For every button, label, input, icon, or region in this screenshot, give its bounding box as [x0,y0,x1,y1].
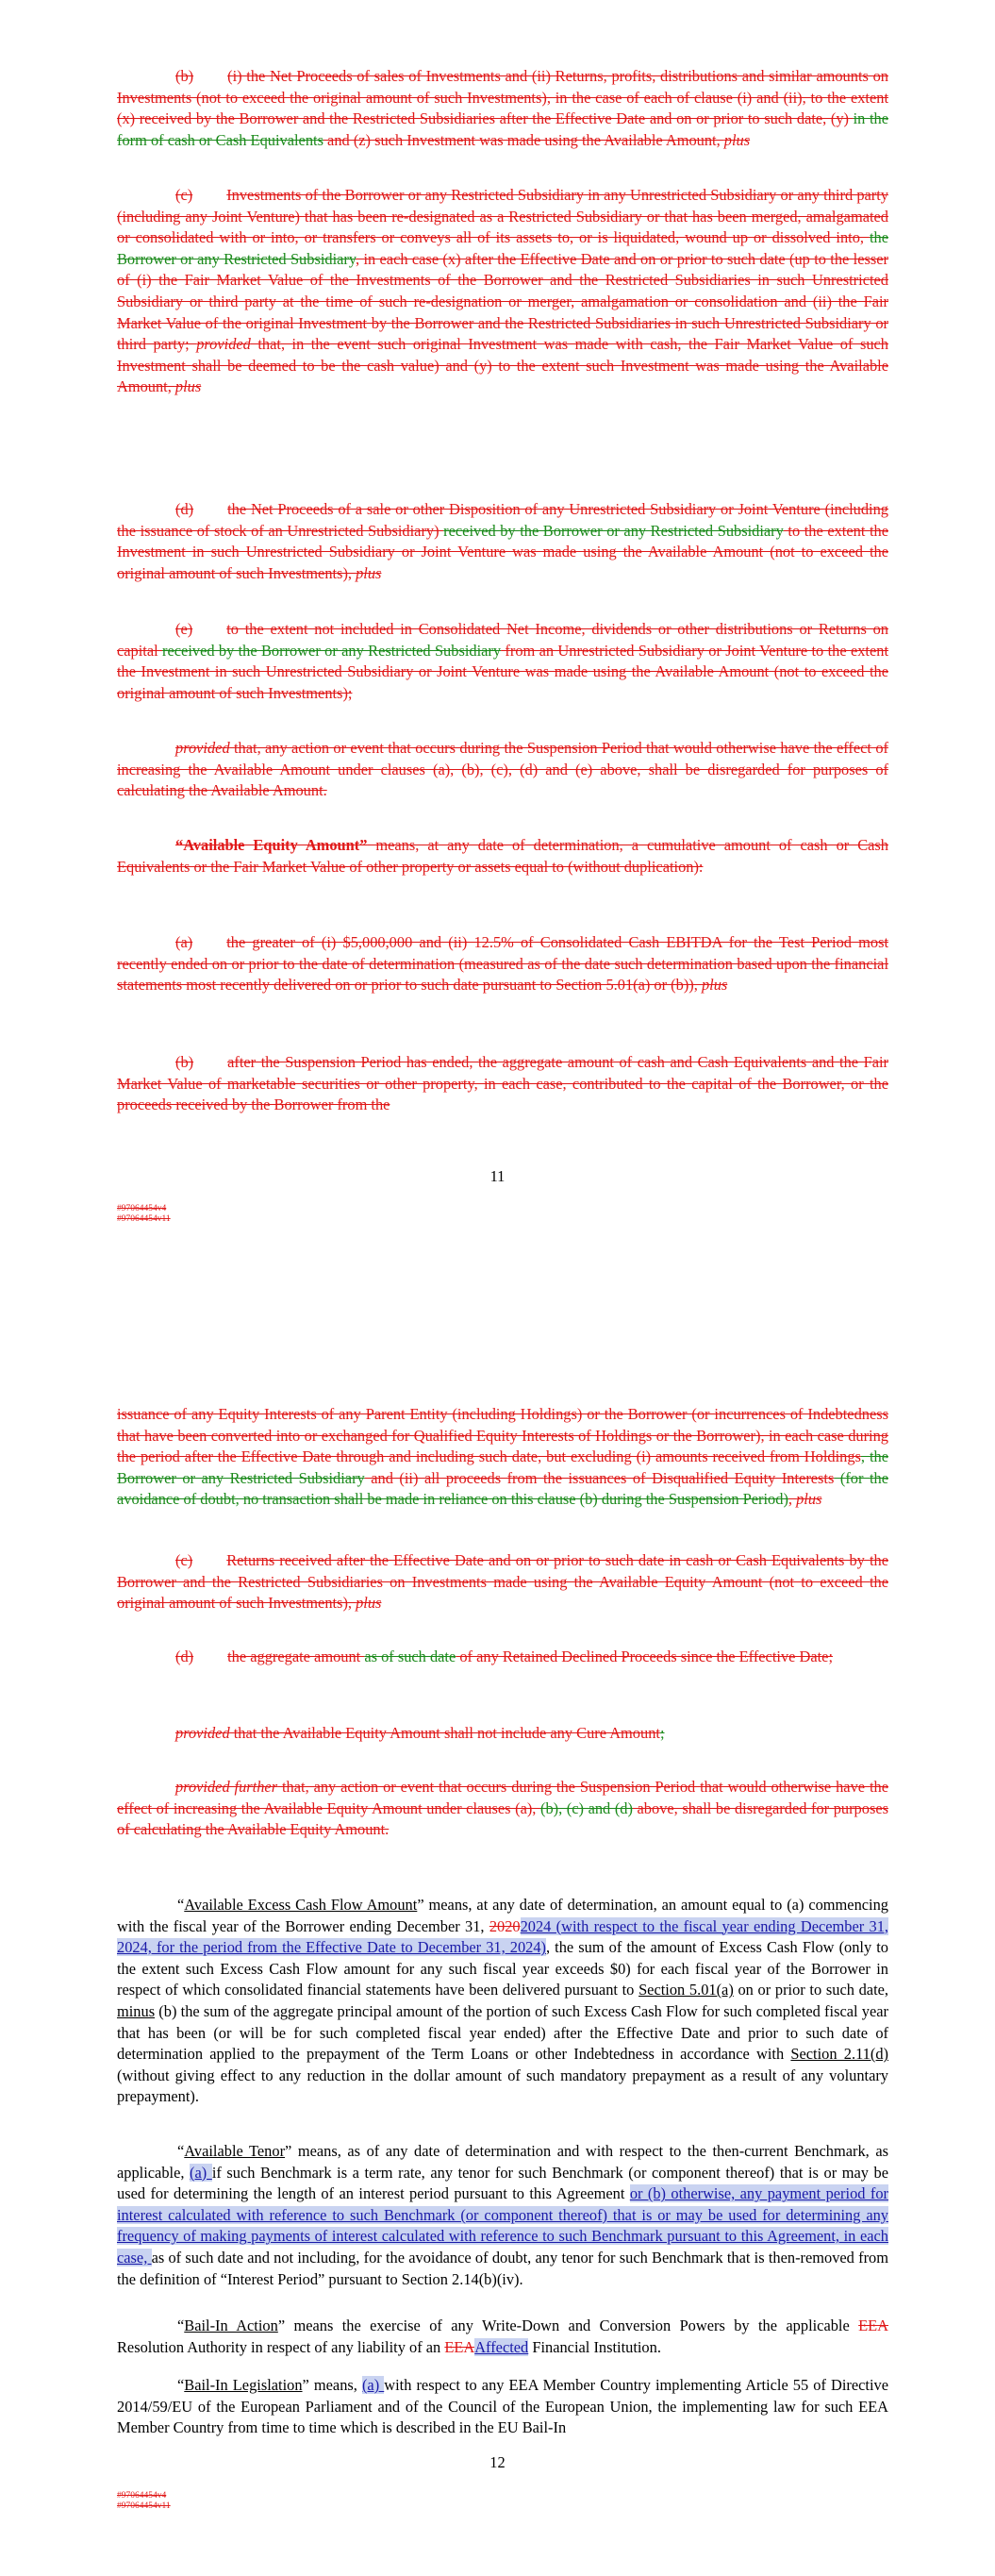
clause-e-paragraph: (e) to the extent not included in Consolidated Net Income, dividends or other distributions or Returns on capital received by the Borrower or any Restricted Subsidiary from an Unrestricted Subsidiary or Joint Venture to the extent the Investment in such Unrestricted Subsidiary or Joint Venture was made using the Available Amount (not to exceed the original amount of such Investments); [117,620,888,702]
clause-label: (d) [175,500,194,518]
page-number: 12 [489,2453,506,2471]
defined-term: “Available Equity Amount” [175,836,368,854]
page-11 [0,0,995,1246]
continuation-paragraph: issuance of any Equity Interests of any Parent Entity (including Holdings) or the Borrower (or incurrences of Indebtedness that have been converted into or exchanged for Qualified Equity Interests of Holdings or the Borrower), in each case during the period after the Effective Date through and including such date, but excluding (i) amounts received from Holdings, the Borrower or any Restricted Subsidiary and (ii) all proceeds from the issuances of Disqualified Equity Interests (for the avoidance of doubt, no transaction shall be made in reliance on this clause (b) during the Suspension Period), plus [117,1405,888,1509]
document-footer: #97064454v4 #97064454v11 [117,1204,171,1224]
clause-label: (b) [175,67,194,85]
clause-label: (a) [175,933,193,951]
aea-proviso-1: provided that the Available Equity Amount shall not include any Cure Amount; [175,1724,665,1742]
page-12 [0,1406,995,2576]
defined-term: Available Excess Cash Flow Amount [184,1896,418,1914]
available-tenor-definition: “Available Tenor” means, as of any date of determination and with respect to the then-current Benchmark, as applicable, (a) if such Benchmark is a term rate, any tenor for such Benchmark (or component thereof) that is or may be used for determining the length of an interest period pursuant to this Agreement or (b) otherwise, any payment period for interest calculated with reference to such Benchmark (or component thereof) that is or may be used for determining any frequency of making payments of interest calculated with reference to such Benchmark pursuant to this Agreement, in each case, as of such date and not including, for the avoidance of doubt, any tenor for such Benchmark that is then-removed from the definition of “Interest Period” pursuant to Section 2.14(b)(iv). [117,2142,888,2288]
aea-clause-a-paragraph: (a) the greater of (i) $5,000,000 and (ii) 12.5% of Consolidated Cash EBITDA for the Test Period most recently ended on or prior to the date of determination (measured as of the date such determination based upon the financial statements most recently delivered on or prior to such date pursuant to Section 5.01(a) or (b)), plus [117,933,888,995]
clause-label: (b) [175,1053,194,1071]
aea-clause-d-paragraph: (d) the aggregate amount as of such date of any Retained Declined Proceeds since the Effective Date; [175,1648,834,1665]
proviso-paragraph: provided that, any action or event that occurs during the Suspension Period that would otherwise have the effect of increasing the Available Amount under clauses (a), (b), (c), (d) and (e) above, shall be disregarded for purposes of calculating the Available Amount. [117,739,888,800]
clause-c-paragraph: (c) Investments of the Borrower or any Restricted Subsidiary in any Unrestricted Subsidiary or any third party (including any Joint Venture) that has been re-designated as a Restricted Subsidiary or that has been merged, amalgamated or consolidated with or into, or transfers or conveys all of its assets to, or is liquidated, wound up or dissolved into, the Borrower or any Restricted Subsidiary, in each case (x) after the Effective Date and on or prior to such date (up to the lesser of (i) the Fair Market Value of the Investments of the Borrower and the Restricted Subsidiaries in such Unrestricted Subsidiary or third party at the time of such re-designation or merger, amalgamation or consolidation and (ii) the Fair Market Value of the original Investment by the Borrower and the Restricted Subsidiaries in such Unrestricted Subsidiary or third party; provided that, in the event such original Investment was made with cash, the Fair Market Value of such Investment shall be deemed to be the cash value) and (y) to the extent such Investment was made using the Available Amount, plus [117,186,889,396]
bail-in-action-definition: “Bail-In Action” means the exercise of any Write-Down and Conversion Powers by the applicable EEA Resolution Authority in respect of any liability of an EEAAffected Financial Institution. [117,2317,889,2356]
clause-d-paragraph: (d) the Net Proceeds of a sale or other Disposition of any Unrestricted Subsidiary or Joint Venture (including the issuance of stock of an Unrestricted Subsidiary) received by the Borrower or any Restricted Subsidiary to the extent the Investment in such Unrestricted Subsidiary or Joint Venture was made using the Available Amount (not to exceed the original amount of such Investments), plus [117,500,888,582]
bail-in-legislation-definition: “Bail-In Legislation” means, (a) with respect to any EEA Member Country implementing Article 55 of Directive 2014/59/EU of the European Parliament and of the Council of the European Union, the implementing law for such EEA Member Country from time to time which is described in the EU Bail-In [117,2376,888,2437]
defined-term: Available Tenor [184,2142,286,2160]
available-equity-amount-definition: “Available Equity Amount” means, at any date of determination, a cumulative amount of cash or Cash Equivalents or the Fair Market Value of other property or assets equal to (without duplication): [117,836,888,876]
clause-label: (c) [175,186,193,204]
aea-proviso-2: provided further that, any action or event that occurs during the Suspension Period that would otherwise have the effect of increasing the Available Equity Amount under clauses (a), (b), (c) and (d) above, shall be disregarded for purposes of calculating the Available Equity Amount. [117,1778,888,1839]
clause-label: (e) [175,620,193,638]
document-footer: #97064454v4 #97064454v11 [117,2491,171,2511]
aea-clause-c-paragraph: (c) Returns received after the Effective Date and on or prior to such date in cash or Cash Equivalents by the Borrower and the Restricted Subsidiaries on Investments made using the Available Equity Amount (not to exceed the original amount of such Investments), plus [117,1551,888,1613]
available-excess-cash-flow-definition: “Available Excess Cash Flow Amount” means, at any date of determination, an amount equal to (a) commencing with the fiscal year of the Borrower ending December 31, 20202024 (with respect to the fiscal year ending December 31, 2024, for the period from the Effective Date to December 31, 2024), the sum of the amount of Excess Cash Flow (only to the extent such Excess Cash Flow amount for any such fiscal year exceeds $0) for each fiscal year of the Borrower in respect of which consolidated financial statements have been delivered pursuant to Section 5.01(a) on or prior to such date, minus (b) the sum of the aggregate principal amount of the portion of such Excess Cash Flow for such completed fiscal year that has been (or will be for such completed fiscal year ended) after the Effective Date and prior to such date of determination applied to the prepayment of the Term Loans or other Indebtedness in accordance with Section 2.11(d) (without giving effect to any reduction in the dollar amount of such mandatory prepayment as a result of any voluntary prepayment). [117,1896,889,2106]
clause-b-paragraph: (b) (i) the Net Proceeds of sales of Investments and (ii) Returns, profits, distributions and similar amounts on Investments (not to exceed the original amount of such Investments), in the case of each of clause (i) and (ii), to the extent (x) received by the Borrower and the Restricted Subsidiaries after the Effective Date and on or prior to such date, (y) in the form of cash or Cash Equivalents and (z) such Investment was made using the Available Amount, plus [117,67,888,149]
clause-label: (c) [175,1551,193,1569]
page-number: 11 [489,1167,506,1185]
defined-term: Bail-In Legislation [184,2376,303,2394]
clause-label: (d) [175,1648,194,1665]
defined-term: Bail-In Action [184,2317,278,2334]
aea-clause-b-paragraph: (b) after the Suspension Period has ended, the aggregate amount of cash and Cash Equivalents and the Fair Market Value of marketable securities or other property, in each case, contributed to the capital of the Borrower, or the proceeds received by the Borrower from the [117,1053,888,1114]
